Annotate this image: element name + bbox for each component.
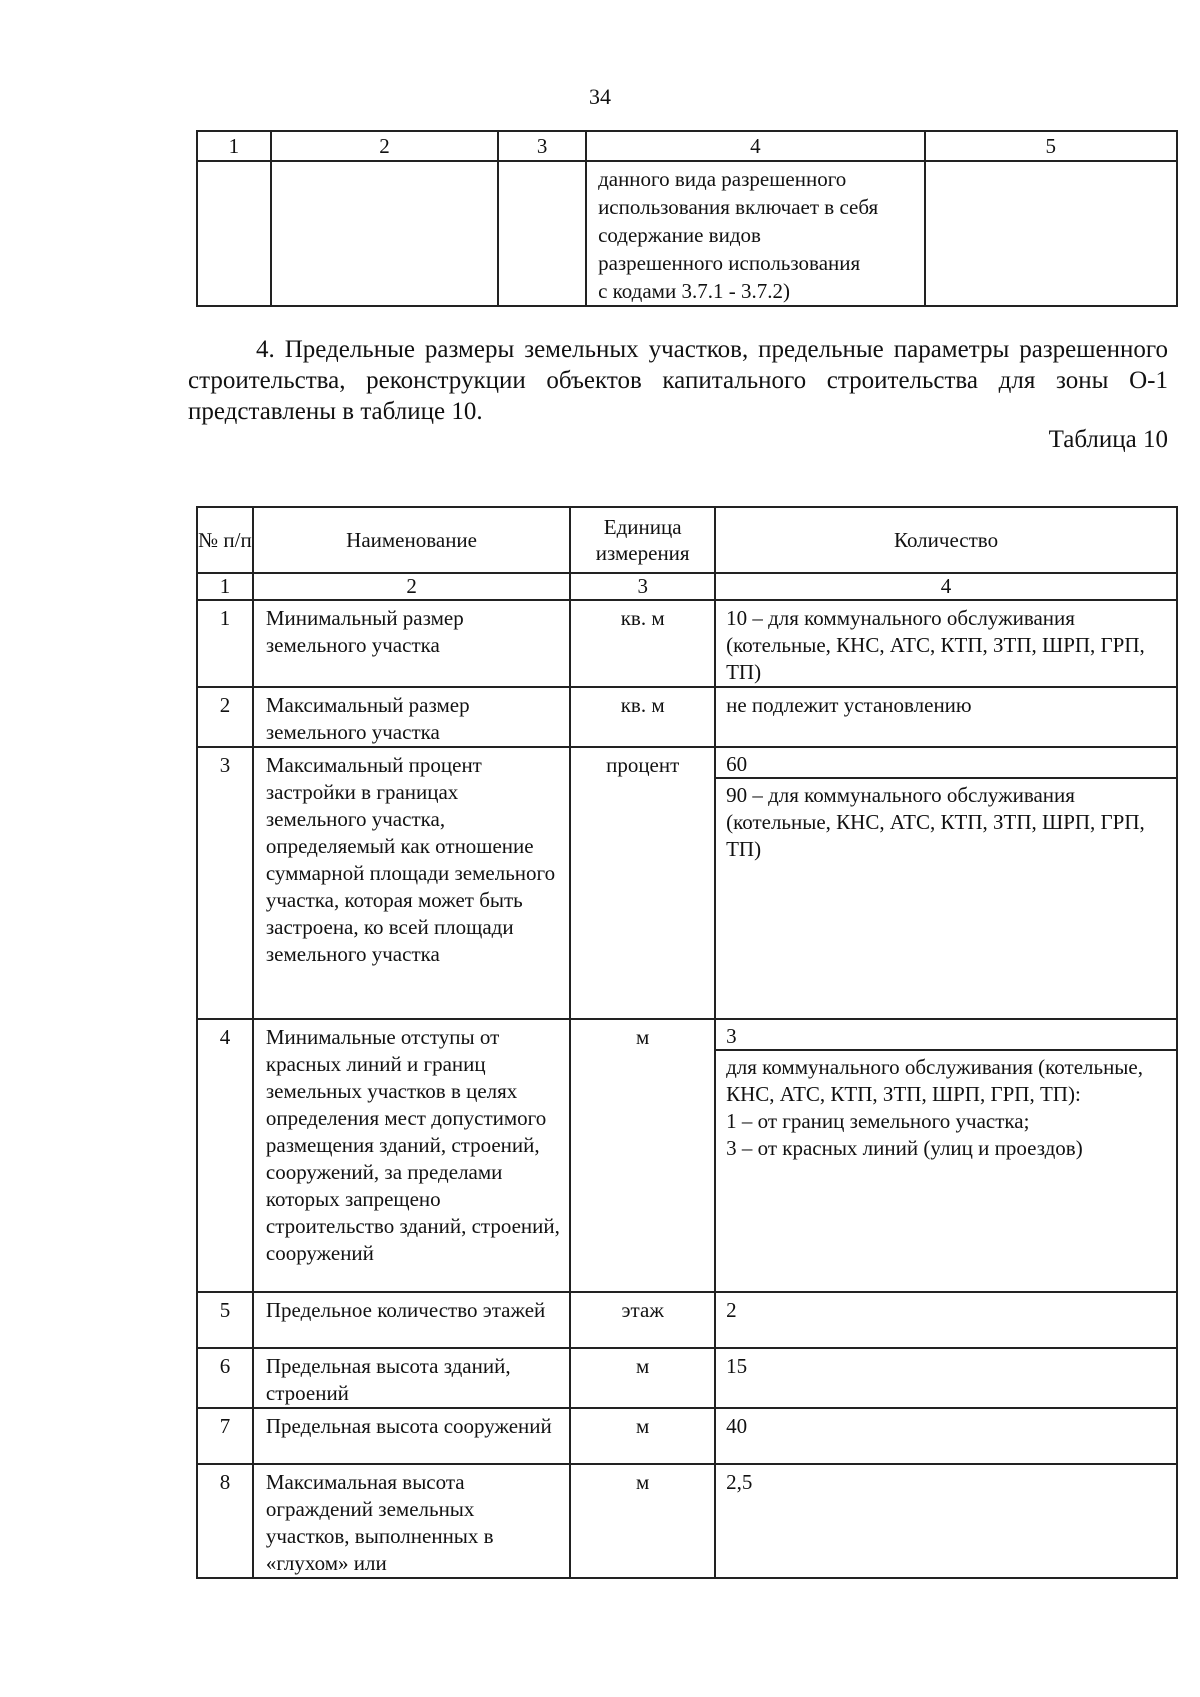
text-line: 3 – от красных линий (улиц и проездов): [726, 1136, 1083, 1160]
text-line: для коммунального обслуживания (котельные, КНС, АТС, КТП, ЗТП, ШРП, ГРП, ТП):: [726, 1055, 1143, 1106]
continuation-row: [197, 161, 1177, 306]
page-number: 34: [589, 84, 611, 109]
header-qty: Количество: [715, 507, 1177, 573]
row-unit: кв. м: [570, 600, 715, 687]
header-cell: 5: [925, 131, 1177, 161]
table-header-row: [197, 507, 1177, 573]
row-quantity: не подлежит установлению: [715, 687, 1177, 747]
row-number: 8: [197, 1464, 253, 1578]
row-unit: процент: [570, 747, 715, 1019]
row-unit: м: [570, 1464, 715, 1578]
column-number: 2: [253, 573, 570, 600]
row-unit: м: [570, 1019, 715, 1292]
table-row: [197, 600, 1177, 687]
row-unit: этаж: [570, 1292, 715, 1348]
table-row: [197, 1464, 1177, 1578]
row-unit: кв. м: [570, 687, 715, 747]
table-cell: [498, 161, 586, 306]
row-number: 3: [197, 747, 253, 1019]
text-line: разрешенного использования: [598, 251, 861, 275]
row-quantity-split: [715, 747, 1177, 1019]
quantity-base: 60: [716, 748, 1176, 779]
row-number: 6: [197, 1348, 253, 1408]
quantity-utility: [716, 1051, 1176, 1162]
row-name: Предельная высота зданий, строений: [253, 1348, 570, 1408]
table-caption: Таблица 10: [1048, 426, 1168, 453]
header-unit: Единица измерения: [570, 507, 715, 573]
text-line: данного вида разрешенного: [598, 167, 847, 191]
row-name: Минимальные отступы от красных линий и границ земельных участков в целях определения мест допустимого размещения зданий, строений, сооружений, за пределами которых запрещено строительство зданий, строений, сооружений: [253, 1019, 570, 1292]
table-row: [197, 1348, 1177, 1408]
row-name: Предельное количество этажей: [253, 1292, 570, 1348]
row-unit: м: [570, 1348, 715, 1408]
row-name: Максимальная высота ограждений земельных участков, выполненных в «глухом» или: [253, 1464, 570, 1578]
text-line: использования включает в себя: [598, 195, 879, 219]
column-number-row: [197, 573, 1177, 600]
row-name: Максимальный размер земельного участка: [253, 687, 570, 747]
row-name: Минимальный размер земельного участка: [253, 600, 570, 687]
continuation-header-row: [197, 131, 1177, 161]
row-quantity: 2: [715, 1292, 1177, 1348]
row-quantity: 10 – для коммунального обслуживания (котельные, КНС, АТС, КТП, ЗТП, ШРП, ГРП, ТП): [715, 600, 1177, 687]
row-unit: м: [570, 1408, 715, 1464]
table-row: [197, 1408, 1177, 1464]
table-cell: [925, 161, 1177, 306]
row-quantity: 40: [715, 1408, 1177, 1464]
table-row: [197, 687, 1177, 747]
table-row: [197, 1019, 1177, 1292]
table-row: [197, 1292, 1177, 1348]
header-cell: 2: [271, 131, 498, 161]
text-line: 1 – от границ земельного участка;: [726, 1109, 1030, 1133]
body-paragraph: 4. Предельные размеры земельных участков, предельные параметры разрешенного строительства, реконструкции объектов капитального строительства для зоны О-1 представлены в таблице 10.: [188, 336, 1168, 425]
column-number: 3: [570, 573, 715, 600]
continuation-table: [196, 130, 1178, 307]
header-cell: 1: [197, 131, 271, 161]
header-cell: 3: [498, 131, 586, 161]
row-number: 2: [197, 687, 253, 747]
table-cell: [197, 161, 271, 306]
row-number: 4: [197, 1019, 253, 1292]
parameters-table: [196, 506, 1178, 1579]
row-number: 7: [197, 1408, 253, 1464]
text-line: с кодами 3.7.1 - 3.7.2): [598, 279, 790, 303]
header-cell: 4: [586, 131, 925, 161]
header-name: Наименование: [253, 507, 570, 573]
text-line: содержание видов: [598, 223, 761, 247]
row-number: 1: [197, 600, 253, 687]
row-name: Предельная высота сооружений: [253, 1408, 570, 1464]
quantity-utility: 90 – для коммунального обслуживания (котельные, КНС, АТС, КТП, ЗТП, ШРП, ГРП, ТП): [726, 783, 1145, 861]
table-cell: [271, 161, 498, 306]
header-num: № п/п: [197, 507, 253, 573]
row-quantity-split: [715, 1019, 1177, 1292]
row-quantity: 2,5: [715, 1464, 1177, 1578]
column-number: 4: [715, 573, 1177, 600]
row-quantity: 15: [715, 1348, 1177, 1408]
row-number: 5: [197, 1292, 253, 1348]
quantity-base: 3: [716, 1020, 1176, 1051]
table-row: [197, 747, 1177, 1019]
continuation-text-cell: [586, 161, 925, 306]
row-name: Максимальный процент застройки в границах земельного участка, определяемый как отношение суммарной площади земельного участка, которая может быть застроена, ко всей площади земельного участка: [253, 747, 570, 1019]
column-number: 1: [197, 573, 253, 600]
